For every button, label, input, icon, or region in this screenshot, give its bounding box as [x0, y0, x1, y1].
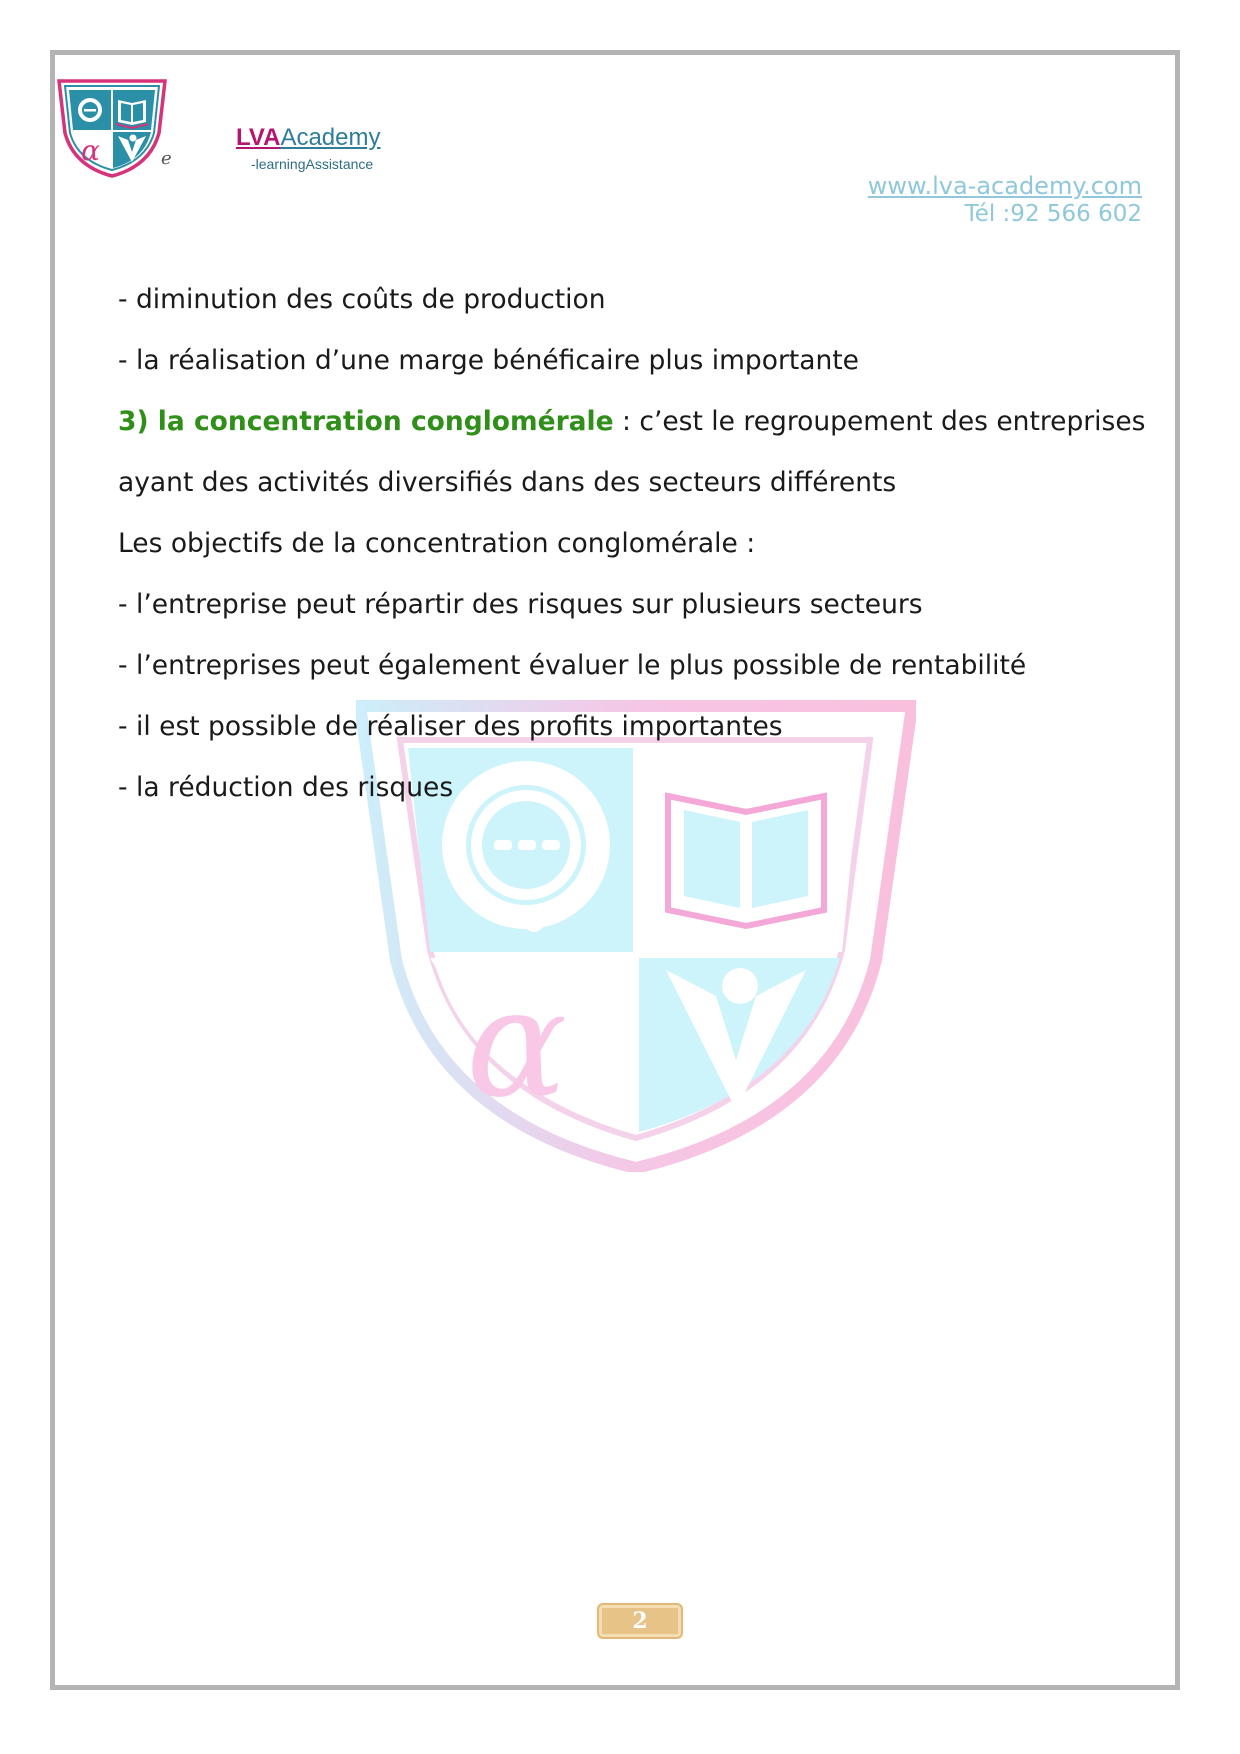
text-line-7: - l’entreprises peut également évaluer le plus possible de rentabilité [118, 650, 1027, 681]
alpha-icon: α [81, 134, 100, 167]
section-heading-rest: : c’est le regroupement des entreprises [613, 406, 1146, 437]
text-line-4: ayant des activités diversifiés dans des secteurs différents [118, 467, 897, 498]
section-line [118, 398, 1146, 459]
logo-e-letter: e [161, 148, 172, 169]
page-number-badge: 2 [597, 1603, 683, 1639]
section-heading: 3) la concentration conglomérale [118, 406, 614, 437]
text-line-2: - la réalisation d’une marge bénéficaire plus importante [118, 345, 859, 376]
watermark-alpha-icon: α [466, 957, 568, 1131]
phone-number: Tél :92 566 602 [964, 201, 1142, 227]
brand-academy: Academy [280, 124, 381, 151]
text-line-9: - la réduction des risques [118, 772, 454, 803]
text-line-8: - il est possible de réaliser des profits importantes [118, 711, 783, 742]
text-line-6: - l’entreprise peut répartir des risques sur plusieurs secteurs [118, 589, 923, 620]
headset-chat-icon [78, 98, 102, 122]
brand-tagline: -learningAssistance [251, 156, 374, 172]
website-link[interactable]: www.lva-academy.com [867, 172, 1142, 200]
text-line-5: Les objectifs de la concentration conglomérale : [118, 528, 756, 559]
contact-block [868, 172, 1142, 228]
brand-lva: LVA [236, 124, 281, 151]
lva-logo-shield [56, 78, 168, 178]
text-line-1: - diminution des coûts de production [118, 284, 606, 315]
document-body [118, 276, 1146, 825]
brand-name [236, 124, 380, 152]
